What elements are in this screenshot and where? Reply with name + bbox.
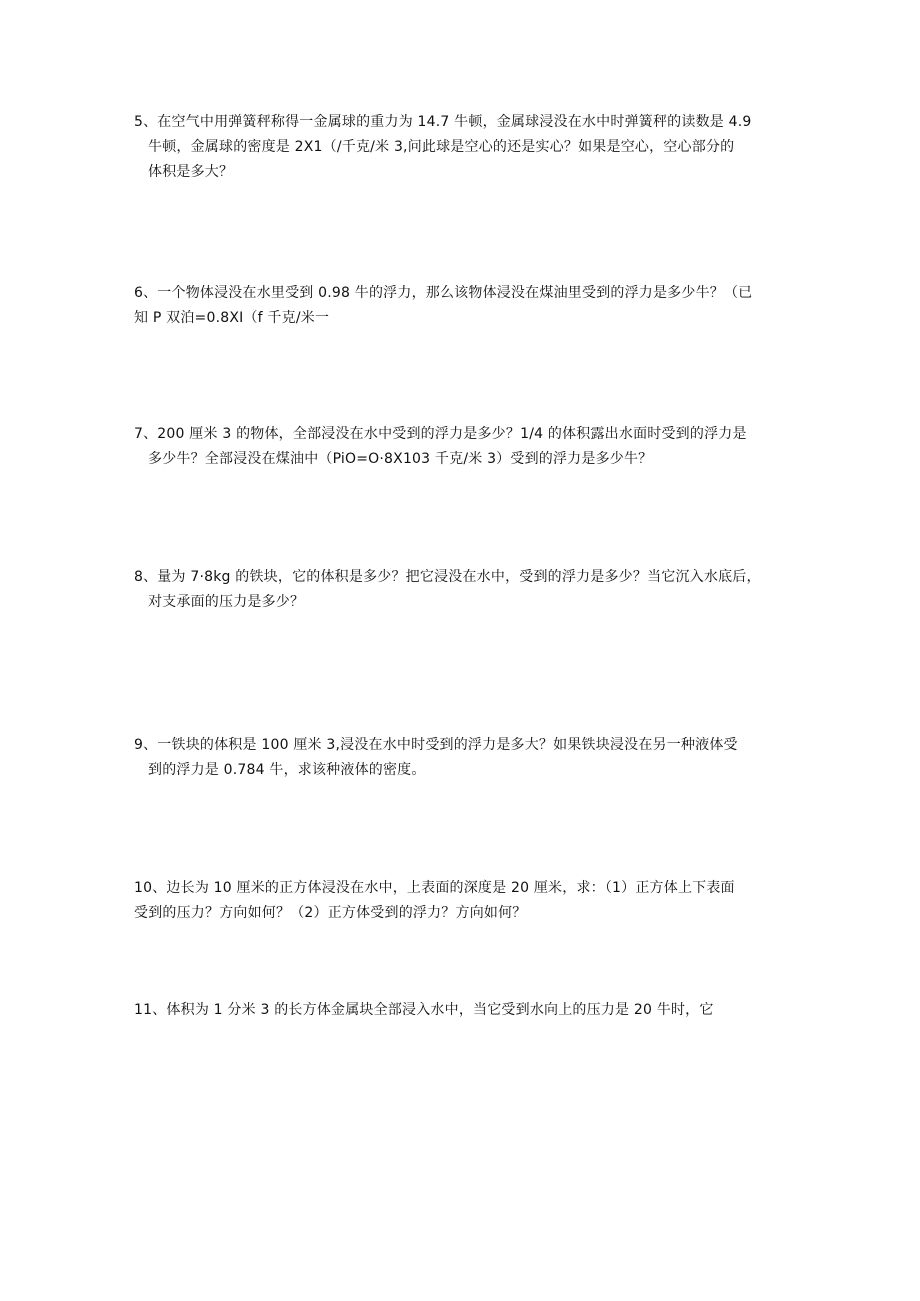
question-9	[134, 733, 794, 783]
question-6	[134, 281, 794, 331]
question-11	[134, 998, 794, 1023]
question-9-line-1: 9、一铁块的体积是 100 厘米 3,浸没在水中时受到的浮力是多大？如果铁块浸没在另一种液体受	[134, 737, 738, 753]
question-6-line-1: 6、一个物体浸没在水里受到 0.98 牛的浮力，那么该物体浸没在煤油里受到的浮力是多少牛？（已	[134, 285, 753, 301]
question-5-line-3: 体积是多大？	[148, 164, 234, 180]
question-8-line-1: 8、量为 7·8kg 的铁块，它的体积是多少？把它浸没在水中，受到的浮力是多少？当它沉入水底后，	[134, 569, 761, 585]
question-8	[134, 565, 794, 615]
question-7	[134, 422, 794, 472]
question-8-line-2: 对支承面的压力是多少？	[148, 594, 305, 610]
question-5-line-2: 牛顿，金属球的密度是 2X1（/千克/米 3,问此球是空心的还是实心？如果是空心，空心部分的	[148, 139, 735, 155]
question-6-line-2: 知 P 双泊=0.8XI（f 千克/米一	[134, 310, 330, 326]
question-7-line-1: 7、200 厘米 3 的物体，全部浸没在水中受到的浮力是多少？1/4 的体积露出水面时受到的浮力是	[134, 426, 747, 442]
question-10-line-1: 10、边长为 10 厘米的正方体浸没在水中，上表面的深度是 20 厘米，求：（1）正方体上下表面	[134, 880, 735, 896]
question-10-line-2: 受到的压力？方向如何？（2）正方体受到的浮力？方向如何？	[134, 905, 527, 921]
question-5	[134, 110, 794, 185]
question-10	[134, 876, 794, 926]
question-11-line-1: 11、体积为 1 分米 3 的长方体金属块全部浸入水中，当它受到水向上的压力是 20 牛时，它	[134, 1002, 714, 1018]
question-5-line-1: 5、在空气中用弹簧秤称得一金属球的重力为 14.7 牛顿，金属球浸没在水中时弹簧秤的读数是 4.9	[134, 114, 752, 130]
question-9-line-2: 到的浮力是 0.784 牛，求该种液体的密度。	[148, 762, 426, 778]
question-7-line-2: 多少牛？全部浸没在煤油中（PiO=O·8X103 千克/米 3）受到的浮力是多少牛？	[148, 451, 653, 467]
